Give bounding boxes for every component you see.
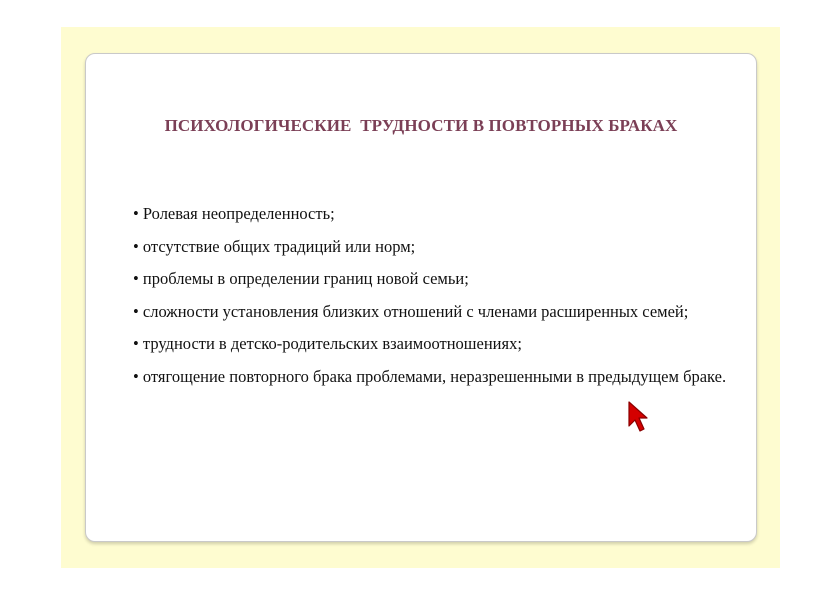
list-item: • проблемы в определении границ новой семьи;	[133, 269, 469, 288]
list-item: • сложности установления близких отношений с членами расширенных семей;	[133, 301, 689, 321]
list-item: • Ролевая неопределенность;	[133, 204, 335, 223]
slide-frame	[61, 27, 780, 568]
pointer-arrow-icon	[627, 400, 649, 434]
bullet-list	[133, 198, 733, 393]
list-item: • отсутствие общих традиций или норм;	[133, 236, 416, 256]
list-item: • трудности в детско-родительских взаимоотношениях;	[133, 334, 522, 353]
list-item: • отягощение повторного брака проблемами, неразрешенными в предыдущем браке.	[133, 366, 727, 386]
slide-title: ПСИХОЛОГИЧЕСКИЕ ТРУДНОСТИ В ПОВТОРНЫХ БРАКАХ	[164, 116, 678, 135]
content-card	[85, 53, 757, 542]
